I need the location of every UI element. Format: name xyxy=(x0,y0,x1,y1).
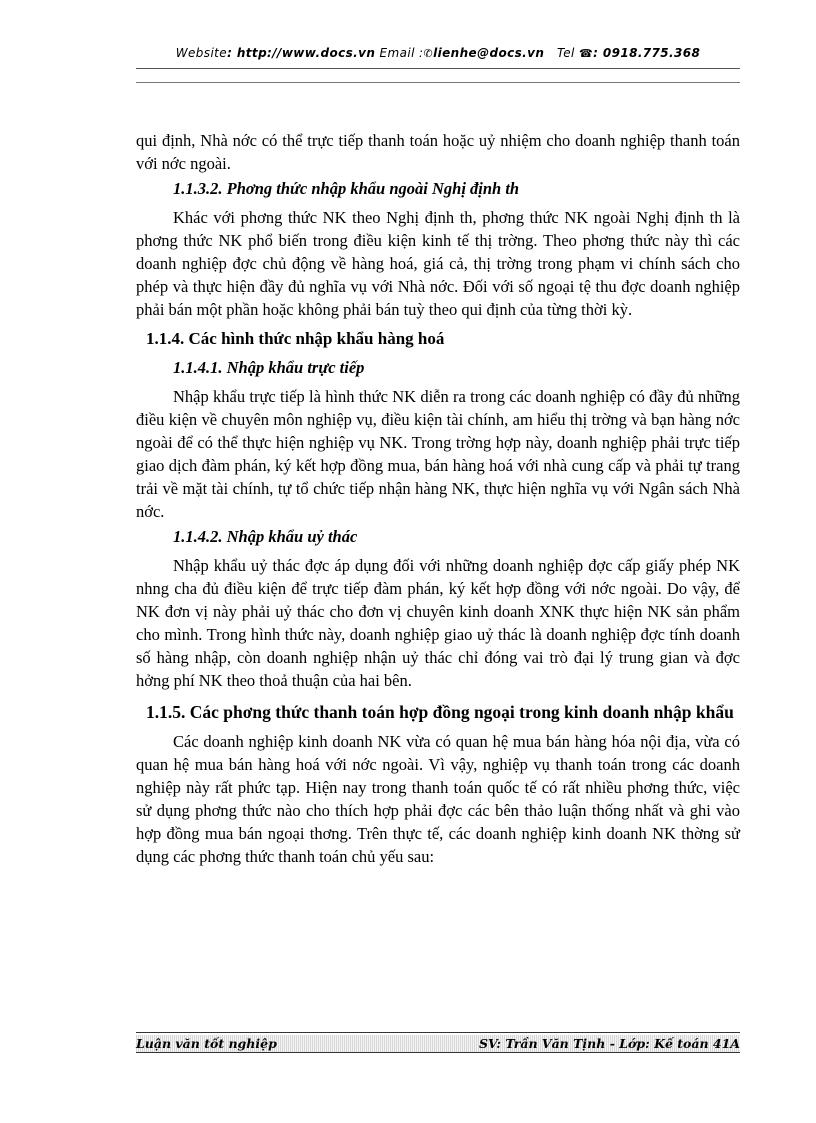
email-value[interactable]: lienhe@docs.vn xyxy=(433,46,545,60)
email-label: Email : xyxy=(379,46,424,60)
website-label: Website xyxy=(175,46,228,60)
tel-value: : 0918.775.368 xyxy=(593,46,701,60)
heading-1-1-5: 1.1.5. Các phơng thức thanh toán hợp đồng ngoại trong kinh doanh nhập khẩu xyxy=(146,702,734,722)
telephone-icon: ☎ xyxy=(578,47,594,60)
paragraph-payment-methods: Các doanh nghiệp kinh doanh NK vừa có quan hệ mua bán hàng hóa nội địa, vừa có quan hệ mua bán hàng hoá với nớc ngoài. Vì vậy, nghiệp vụ thanh toán trong các doanh nghiệp này rất phức tạp. Hiện nay trong thanh toán quốc tế có rất nhiều phơng thức, việc sử dụng phơng thức nào cho thích hợp phải đợc các bên thảo luận thống nhất và ghi vào hợp đồng mua bán ngoại thơng. Trên thực tế, các doanh nghiệp kinh doanh NK thờng sử dụng các phơng thức thanh toán chủ yếu sau: xyxy=(136,732,740,866)
page-header xyxy=(136,46,740,60)
heading-1-1-4-2: 1.1.4.2. Nhập khẩu uỷ thác xyxy=(173,527,358,546)
footer-divider xyxy=(136,1032,740,1033)
footer-thesis-label: Luận văn tốt nghiệp xyxy=(136,1036,277,1051)
heading-1-1-4: 1.1.4. Các hình thức nhập khẩu hàng hoá xyxy=(146,329,445,348)
paragraph-non-protocol-import: Khác với phơng thức NK theo Nghị định th, phơng thức NK ngoài Nghị định th là phơng thức NK phổ biến trong điều kiện kinh tế thị trờng. Theo phơng thức này thì các doanh nghiệp đợc chủ động về hàng hoá, giá cả, thị trờng trong phạm vi chính sách cho phép và thực hiện đầy đủ nghĩa vụ với Nhà nớc. Đối với số ngoại tệ thu đợc doanh nghiệp phải bán một phần hoặc không phải bán tuỳ theo qui định của từng thời kỳ. xyxy=(136,208,740,319)
website-url[interactable]: : http://www.docs.vn xyxy=(227,46,376,60)
paragraph-entrusted-import: Nhập khẩu uỷ thác đợc áp dụng đối với những doanh nghiệp đợc cấp giấy phép NK nhng cha đủ điều kiện để trực tiếp đàm phán, ký kết hợp đồng với nớc ngoài. Do vậy, để NK đơn vị này phải uỷ thác cho đơn vị chuyên kinh doanh XNK thực hiện NK sản phẩm cho mình. Trong hình thức này, doanh nghiệp giao uỷ thác là doanh nghiệp đợc tính doanh số hàng nhập, còn doanh nghiệp nhận uỷ thác chỉ đóng vai trò đại lý trung gian và đợc hởng phí NK theo thoả thuận của hai bên. xyxy=(136,556,740,690)
document-body xyxy=(136,129,740,868)
paragraph-continuation: qui định, Nhà nớc có thể trực tiếp thanh toán hoặc uỷ nhiệm cho doanh nghiệp thanh toán với nớc ngoài. xyxy=(136,131,740,173)
phone-glyph-icon: ✆ xyxy=(423,47,434,60)
heading-1-1-4-1: 1.1.4.1. Nhập khẩu trực tiếp xyxy=(173,358,365,377)
heading-1-1-3-2: 1.1.3.2. Phơng thức nhập khẩu ngoài Nghị định th xyxy=(173,179,520,198)
header-divider-top xyxy=(136,68,740,69)
paragraph-direct-import: Nhập khẩu trực tiếp là hình thức NK diễn ra trong các doanh nghiệp có đầy đủ những điều kiện về chuyên môn nghiệp vụ, điều kiện tài chính, am hiểu thị trờng và bạn hàng nớc ngoài để có thể thực hiện nghiệp vụ NK. Trong trờng hợp này, doanh nghiệp phải trực tiếp giao dịch đàm phán, ký kết hợp đồng mua, bán hàng hoá với nhà cung cấp và phải tự trang trải về mặt tài chính, tự tổ chức tiếp nhận hàng NK, thực hiện nghĩa vụ với Ngân sách Nhà nớc. xyxy=(136,387,740,521)
header-divider-bottom xyxy=(136,82,740,83)
tel-label: Tel xyxy=(556,46,575,60)
footer-author-class: SV: Trần Văn Tịnh - Lớp: Kế toán 41A xyxy=(478,1036,740,1051)
